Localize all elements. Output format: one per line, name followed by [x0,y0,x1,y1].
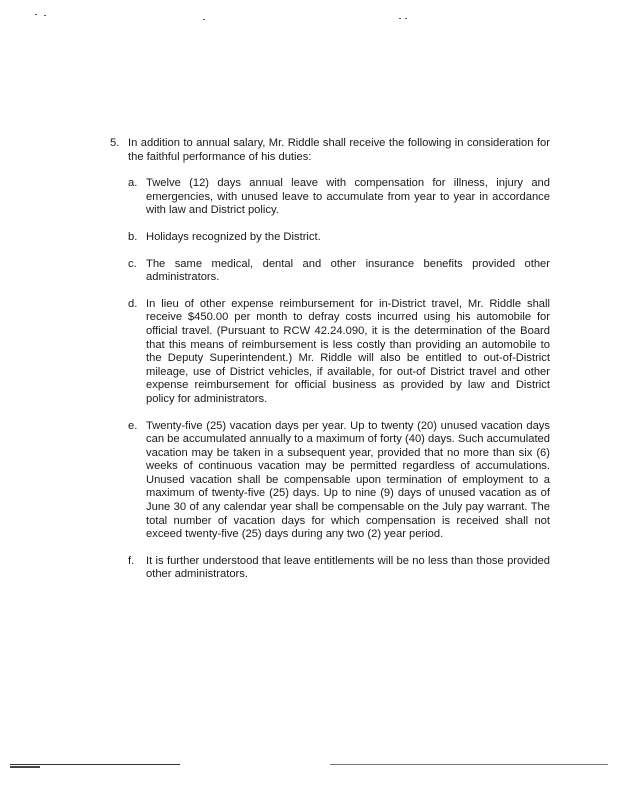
item-letter: c. [128,257,137,270]
item-text: In lieu of other expense reimbursement for in-District travel, Mr. Riddle shall receive $450.00 per month to defray costs incurred using his automobile for official travel. (Pursuant to RCW 42.24.090, it is the determination of the Board that this means of reimbursement is less costly than providing an automobile to the Deputy Superintendent.) Mr. Riddle will also be entitled to out-of-District mileage, use of District vehicles, if available, for out-of District travel and other expense reimbursement for official business as provided by law and District policy for administrators. [146,297,550,405]
section-intro-text: In addition to annual salary, Mr. Riddle shall receive the following in consideration for the faithful performance of his duties: [128,137,550,163]
item-text: Twenty-five (25) vacation days per year. Up to twenty (20) unused vacation days can be accumulated annually to a maximum of forty (40) days. Such accumulated vacation may be taken in a subsequent year, provided that no more than six (6) weeks of continuous vacation may be permitted regardless of accumulations. Unused vacation shall be compensable upon termination of employment to a maximum of twenty-five (25) days. Up to nine (9) days of unused vacation as of June 30 of any calendar year shall be compensable on the July pay warrant. The total number of vacation days for which compensation is received shall not exceed twenty-five (25) days during any two (2) year period. [146,419,550,541]
scan-speck [399,18,401,19]
list-item-a [128,177,550,218]
item-text: Twelve (12) days annual leave with compensation for illness, injury and emergencies, with unused leave to accumulate from year to year in accordance with law and District policy. [146,177,550,217]
footer-rule-right [330,764,608,765]
item-letter: d. [128,297,138,310]
footer-rule-left [10,764,180,765]
section-5-intro [110,137,550,164]
item-text: It is further understood that leave entitlements will be no less than those provided other administrators. [146,554,550,581]
list-item-d [128,298,550,407]
item-letter: a. [128,177,138,190]
list-item-c [128,258,550,285]
list-item-e [128,420,550,542]
item-letter: f. [128,554,135,567]
item-text: The same medical, dental and other insurance benefits provided other administrators. [146,257,550,284]
scan-speck [405,18,407,19]
list-item-f [128,555,550,582]
list-item-b [128,231,550,245]
scan-speck [35,14,37,15]
item-letter: b. [128,230,138,243]
scan-speck [44,15,46,16]
item-letter: e. [128,419,138,432]
section-5 [110,137,550,582]
scan-speck [203,19,205,20]
footer-rule-mark [10,766,40,768]
item-text: Holidays recognized by the District. [146,230,321,243]
section-number: 5. [110,137,120,149]
